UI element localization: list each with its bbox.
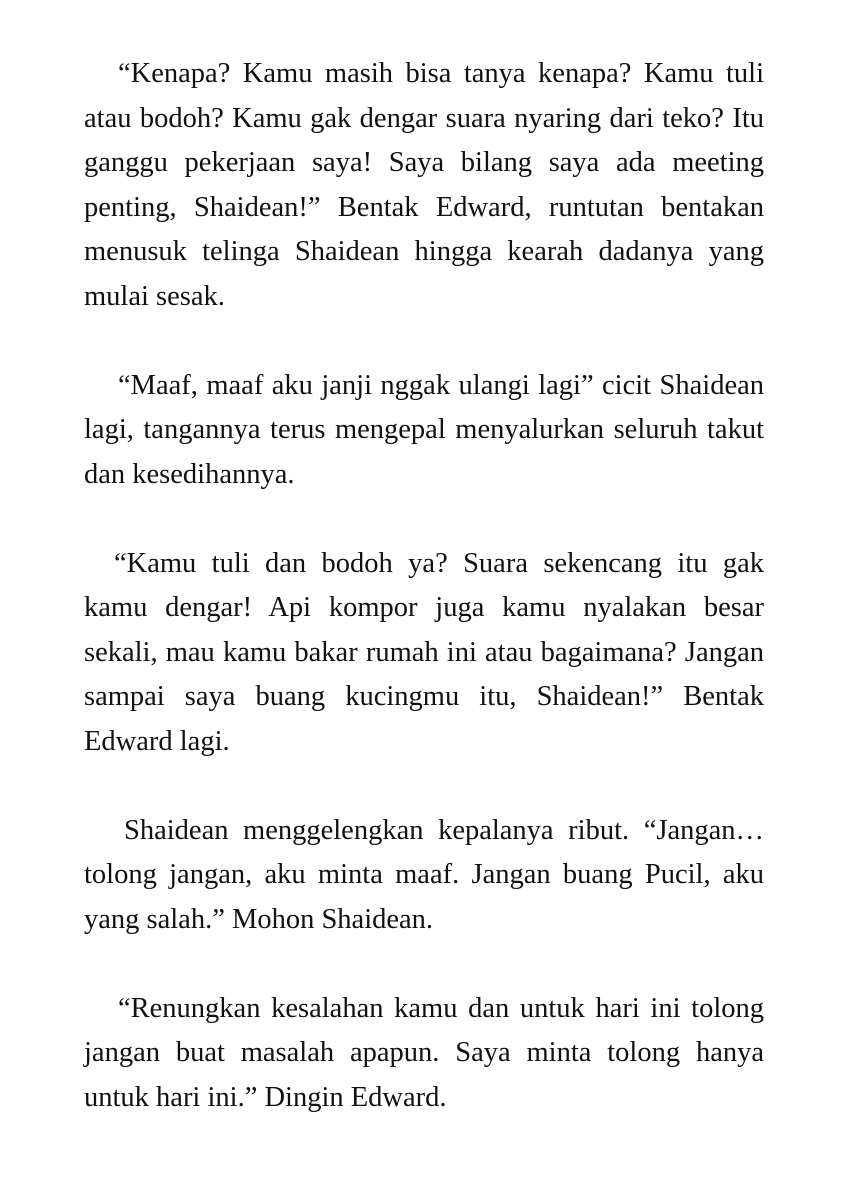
paragraph-4: Shaidean menggelengkan kepalanya ribut. “Jangan… tolong jangan, aku minta maaf. Jangan buang Pucil, aku yang salah.” Mohon Shaidean.: [84, 814, 764, 935]
paragraph-5: “Renungkan kesalahan kamu dan untuk hari ini tolong jangan buat masalah apapun. Saya minta tolong hanya untuk hari ini.” Dingin Edward.: [84, 992, 764, 1113]
paragraph-1: “Kenapa? Kamu masih bisa tanya kenapa? Kamu tuli atau bodoh? Kamu gak dengar suara nyaring dari teko? Itu ganggu pekerjaan saya! Saya bilang saya ada meeting penting, Shaidean!” Bentak Edward, runtutan bentakan menusuk telinga Shaidean hingga kearah dadanya yang mulai sesak.: [84, 58, 764, 312]
paragraph-3: “Kamu tuli dan bodoh ya? Suara sekencang itu gak kamu dengar! Api kompor juga kamu nyalakan besar sekali, mau kamu bakar rumah ini atau bagaimana? Jangan sampai saya buang kucingmu itu, Shaidean!” Bentak Edward lagi.: [84, 547, 764, 757]
document-page: [84, 52, 764, 1120]
paragraph-2: “Maaf, maaf aku janji nggak ulangi lagi” cicit Shaidean lagi, tangannya terus mengepal menyalurkan seluruh takut dan kesedihannya.: [84, 369, 764, 490]
